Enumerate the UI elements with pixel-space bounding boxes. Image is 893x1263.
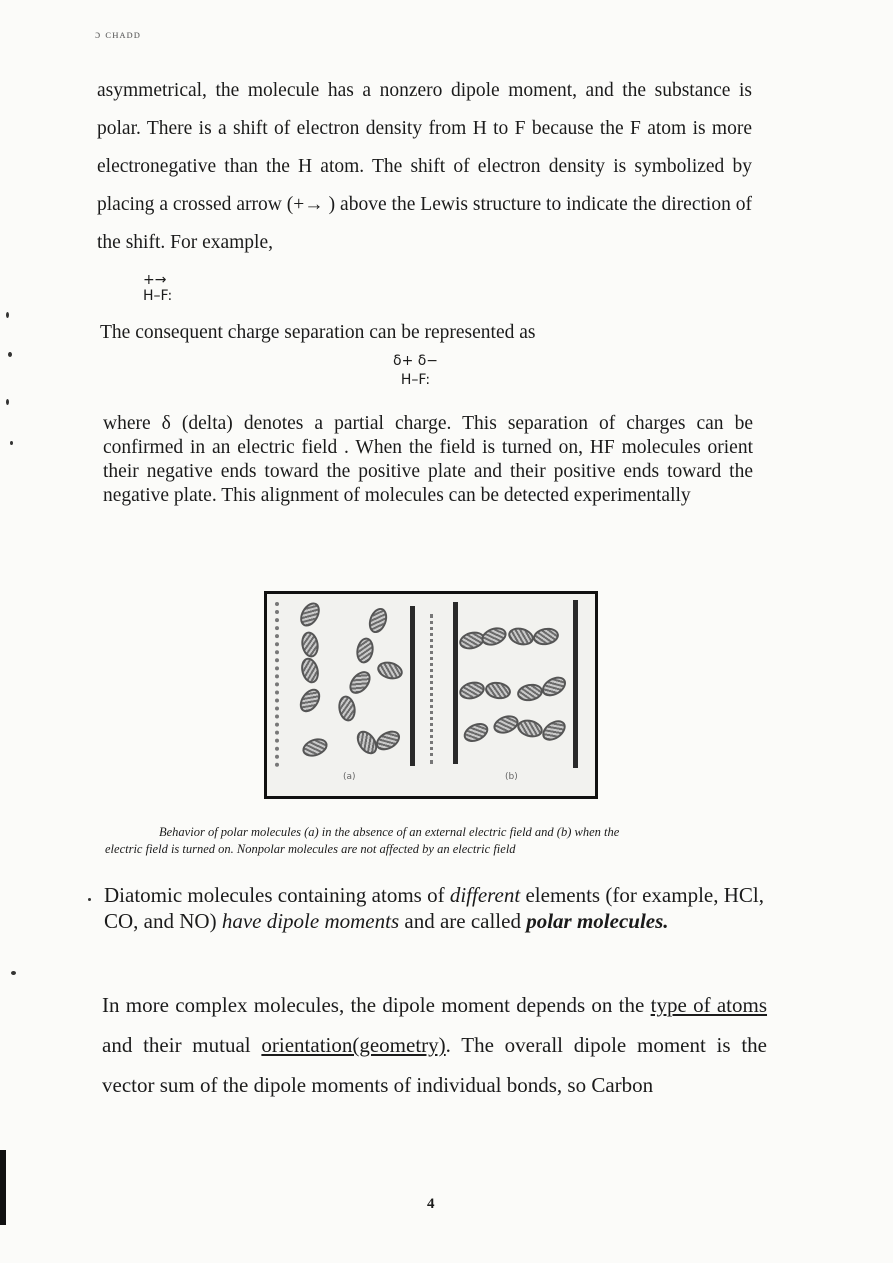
molecule-random [375, 659, 405, 682]
molecule-random [336, 694, 357, 723]
molecule-aligned [457, 679, 487, 702]
caption-line-1: Behavior of polar molecules (a) in the absence of an external electric field and (b) when the [159, 825, 620, 839]
lewis-structure-partial-charges [393, 352, 438, 390]
scan-speck [10, 441, 13, 445]
scan-speck [88, 898, 91, 901]
molecule-random [296, 685, 325, 716]
page-edge-shadow [0, 1150, 6, 1225]
hf-molecule: H–F: [143, 288, 173, 304]
figure-plate-middle-b [453, 602, 458, 764]
molecule-aligned [516, 682, 545, 703]
paragraph-dipole-intro: asymmetrical, the molecule has a nonzero dipole moment, and the substance is polar. There is a shift of electron density from H to F because the F atom is more electronegative than the H atom. The shift of electron density is symbolized by placing a crossed arrow (+→ ) above the Lewis structure to indicate the direction of the shift. For example, [97, 80, 752, 253]
charge-separation-sentence: The consequent charge separation can be represented as [100, 322, 536, 343]
molecule-aligned [461, 719, 492, 745]
figure-plate-left-b [430, 614, 437, 764]
header-fragment: ɔ ᴄʜᴀᴅᴅ [95, 27, 142, 41]
molecule-random [300, 735, 330, 760]
scan-speck [6, 312, 9, 318]
para3-emphasis-dipole: have dipole moments [221, 909, 400, 933]
molecule-aligned [538, 716, 569, 745]
figure-plate-right-b [573, 600, 578, 768]
paragraph-partial-charge: where δ (delta) denotes a partial charge. This separation of charges can be confirmed in an electric field . When the field is turned on, HF molecules orient their negative ends toward the positive plate and their positive ends toward the negative plate. This alignment of molecules can be detected experimentally [103, 413, 753, 506]
lewis-structure-arrow [143, 272, 172, 304]
para3-emphasis-polar: polar molecules. [526, 909, 669, 933]
paragraph-complex-molecules [102, 985, 767, 1105]
para4-underline-orientation: orientation(geometry) [261, 1033, 446, 1057]
molecule-aligned [479, 624, 509, 649]
crossed-arrow: +→ [143, 272, 167, 288]
molecule-aligned [484, 680, 513, 701]
scan-speck [8, 352, 12, 357]
molecule-aligned [532, 626, 561, 647]
para3-text-2: elements (for example, HCl, CO, and NO) [104, 883, 764, 933]
polar-molecules-figure [264, 591, 598, 799]
molecule-random [366, 605, 391, 635]
para4-text-3: . The overall dipole moment is the vector sum of the dipole moments of individual bonds, so Carbon [102, 1033, 767, 1097]
figure-plate-left-a [275, 602, 283, 767]
scan-speck [6, 399, 9, 405]
figure-plate-right-a [410, 606, 415, 766]
molecule-random [296, 599, 324, 630]
molecule-random [298, 656, 321, 686]
page-number: 4 [427, 1196, 435, 1212]
scan-speck [11, 971, 16, 975]
para4-text-1: In more complex molecules, the dipole moment depends on the [102, 993, 651, 1017]
molecule-aligned [515, 717, 545, 740]
figure-label-a: (a) [343, 772, 356, 782]
molecule-aligned [506, 625, 536, 648]
figure-caption [105, 824, 705, 858]
para3-text-3: and are called [399, 909, 527, 933]
hf-molecule-charged: H–F: [400, 372, 431, 388]
molecule-random [299, 630, 320, 659]
para4-underline-type: type of atoms [650, 993, 768, 1017]
para3-text-1: Diatomic molecules containing atoms of [104, 883, 450, 907]
figure-label-b: (b) [505, 772, 518, 782]
molecule-random [345, 667, 375, 698]
molecule-aligned [538, 673, 569, 701]
partial-charges: δ+ δ− [393, 353, 439, 369]
para3-emphasis-different: different [449, 883, 521, 907]
molecule-random [354, 636, 375, 665]
molecule-random [372, 727, 403, 755]
para4-text-2: and their mutual [102, 1033, 262, 1057]
paragraph-diatomic [104, 882, 764, 934]
caption-line-2: electric field is turned on. Nonpolar molecules are not affected by an electric field [105, 842, 516, 856]
